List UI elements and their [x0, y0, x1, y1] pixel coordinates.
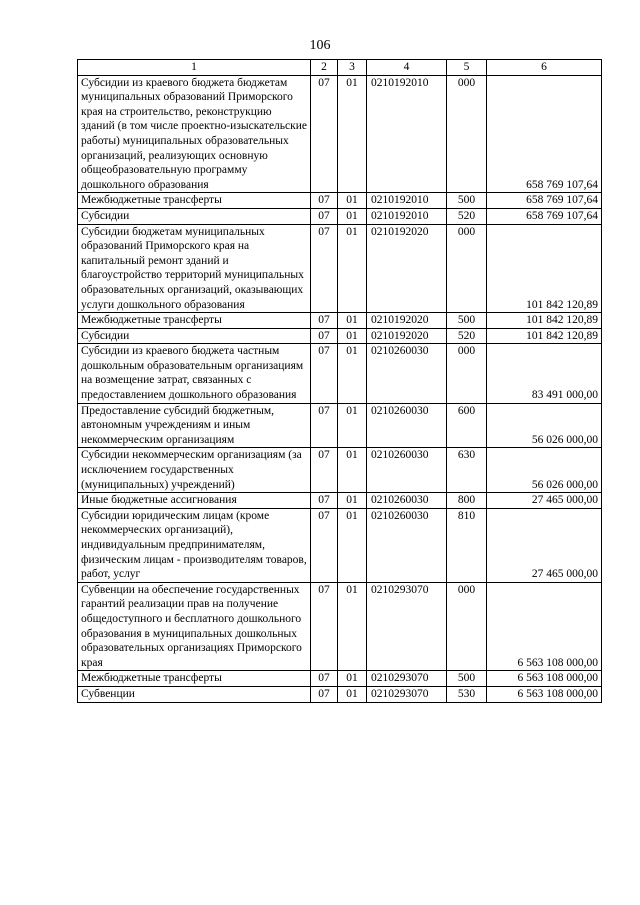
table-row: [78, 344, 602, 403]
row-section: 07: [311, 328, 338, 344]
row-expense-type: 810: [447, 508, 487, 582]
row-subsection: 01: [338, 313, 367, 329]
row-name: Иные бюджетные ассигнования: [78, 493, 311, 509]
row-name: Субсидии из краевого бюджета частным дошкольным образовательным организациям на возмещение затрат, связанных с предоставлением дошкольного образования: [78, 344, 311, 403]
row-name: Субсидии: [78, 208, 311, 224]
row-target-code: 0210260030: [367, 493, 447, 509]
row-name: Межбюджетные трансферты: [78, 193, 311, 209]
row-section: 07: [311, 671, 338, 687]
table-row: [78, 193, 602, 209]
row-target-code: 0210192010: [367, 208, 447, 224]
row-target-code: 0210192010: [367, 75, 447, 193]
row-amount: 658 769 107,64: [487, 75, 602, 193]
header-col-5: 5: [447, 60, 487, 76]
row-name: Межбюджетные трансферты: [78, 313, 311, 329]
row-target-code: 0210293070: [367, 686, 447, 702]
row-expense-type: 500: [447, 313, 487, 329]
row-section: 07: [311, 508, 338, 582]
table-row: [78, 686, 602, 702]
row-amount: 83 491 000,00: [487, 344, 602, 403]
row-target-code: 0210192010: [367, 193, 447, 209]
row-subsection: 01: [338, 75, 367, 193]
table-row: [78, 508, 602, 582]
row-target-code: 0210260030: [367, 448, 447, 493]
row-amount: 6 563 108 000,00: [487, 582, 602, 671]
row-subsection: 01: [338, 671, 367, 687]
table-row: [78, 224, 602, 313]
row-section: 07: [311, 448, 338, 493]
row-expense-type: 000: [447, 344, 487, 403]
row-amount: 658 769 107,64: [487, 208, 602, 224]
row-section: 07: [311, 582, 338, 671]
row-subsection: 01: [338, 403, 367, 448]
row-expense-type: 000: [447, 224, 487, 313]
table-header-row: [78, 60, 602, 76]
budget-table: [77, 59, 602, 703]
row-section: 07: [311, 403, 338, 448]
row-name: Субвенции на обеспечение государственных гарантий реализации прав на получение общедоступного и бесплатного дошкольного образования в муниципальных дошкольных образовательных организациях Приморского края: [78, 582, 311, 671]
row-expense-type: 800: [447, 493, 487, 509]
row-amount: 101 842 120,89: [487, 224, 602, 313]
table-row: [78, 313, 602, 329]
row-target-code: 0210293070: [367, 582, 447, 671]
row-target-code: 0210293070: [367, 671, 447, 687]
row-section: 07: [311, 313, 338, 329]
row-name: Субсидии юридическим лицам (кроме некоммерческих организаций), индивидуальным предпринимателям, физическим лицам - производителям товаров, работ, услуг: [78, 508, 311, 582]
row-amount: 56 026 000,00: [487, 403, 602, 448]
row-section: 07: [311, 75, 338, 193]
table-row: [78, 403, 602, 448]
row-subsection: 01: [338, 208, 367, 224]
row-target-code: 0210260030: [367, 508, 447, 582]
row-expense-type: 500: [447, 193, 487, 209]
page-number: 106: [309, 38, 331, 53]
table-row: [78, 493, 602, 509]
header-col-3: 3: [338, 60, 367, 76]
row-section: 07: [311, 344, 338, 403]
row-subsection: 01: [338, 328, 367, 344]
row-subsection: 01: [338, 686, 367, 702]
row-expense-type: 500: [447, 671, 487, 687]
row-target-code: 0210192020: [367, 313, 447, 329]
row-name: Субсидии бюджетам муниципальных образований Приморского края на капитальный ремонт зданий и благоустройство территорий муниципальных образовательных организаций, оказывающих услуги дошкольного образования: [78, 224, 311, 313]
row-subsection: 01: [338, 493, 367, 509]
table-row: [78, 671, 602, 687]
row-target-code: 0210260030: [367, 344, 447, 403]
row-section: 07: [311, 493, 338, 509]
row-amount: 56 026 000,00: [487, 448, 602, 493]
header-col-2: 2: [311, 60, 338, 76]
row-name: Межбюджетные трансферты: [78, 671, 311, 687]
row-section: 07: [311, 208, 338, 224]
row-expense-type: 630: [447, 448, 487, 493]
row-amount: 101 842 120,89: [487, 313, 602, 329]
row-subsection: 01: [338, 224, 367, 313]
row-subsection: 01: [338, 193, 367, 209]
row-expense-type: 520: [447, 208, 487, 224]
table-row: [78, 328, 602, 344]
row-amount: 6 563 108 000,00: [487, 671, 602, 687]
header-col-1: 1: [78, 60, 311, 76]
row-expense-type: 520: [447, 328, 487, 344]
row-section: 07: [311, 686, 338, 702]
header-col-6: 6: [487, 60, 602, 76]
table-row: [78, 582, 602, 671]
row-name: Субвенции: [78, 686, 311, 702]
row-subsection: 01: [338, 344, 367, 403]
row-subsection: 01: [338, 448, 367, 493]
row-name: Субсидии некоммерческим организациям (за исключением государственных (муниципальных) учреждений): [78, 448, 311, 493]
header-col-4: 4: [367, 60, 447, 76]
row-target-code: 0210192020: [367, 328, 447, 344]
row-expense-type: 600: [447, 403, 487, 448]
row-target-code: 0210192020: [367, 224, 447, 313]
row-target-code: 0210260030: [367, 403, 447, 448]
row-amount: 27 465 000,00: [487, 493, 602, 509]
row-amount: 658 769 107,64: [487, 193, 602, 209]
row-name: Субсидии: [78, 328, 311, 344]
row-subsection: 01: [338, 508, 367, 582]
row-amount: 101 842 120,89: [487, 328, 602, 344]
row-section: 07: [311, 224, 338, 313]
table-row: [78, 448, 602, 493]
row-name: Предоставление субсидий бюджетным, автономным учреждениям и иным некоммерческим организациям: [78, 403, 311, 448]
row-amount: 27 465 000,00: [487, 508, 602, 582]
row-amount: 6 563 108 000,00: [487, 686, 602, 702]
row-subsection: 01: [338, 582, 367, 671]
table-row: [78, 208, 602, 224]
row-expense-type: 000: [447, 75, 487, 193]
row-name: Субсидии из краевого бюджета бюджетам муниципальных образований Приморского края на строительство, реконструкцию зданий (в том числе проектно-изыскательские работы) муниципальных образовательных организаций, реализующих основную общеобразовательную программу дошкольного образования: [78, 75, 311, 193]
row-expense-type: 000: [447, 582, 487, 671]
table-row: [78, 75, 602, 193]
row-expense-type: 530: [447, 686, 487, 702]
row-section: 07: [311, 193, 338, 209]
